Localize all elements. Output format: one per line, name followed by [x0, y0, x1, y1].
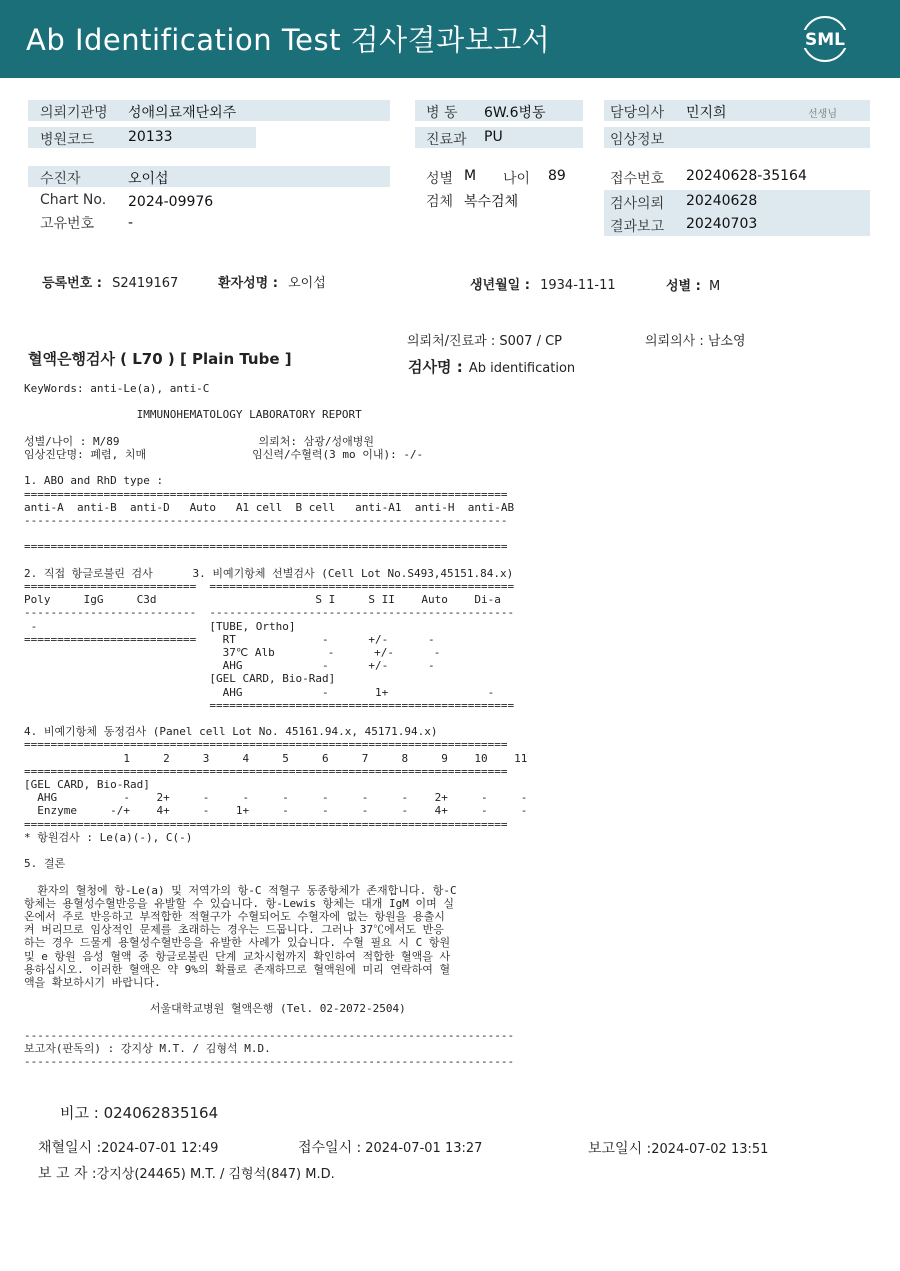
report-line: AHG - 1+ -: [24, 685, 495, 699]
patient-row-bg: [28, 166, 390, 187]
report-line: 서울대학교병원 혈액은행 (Tel. 02-2072-2504): [24, 1002, 406, 1016]
report-line: --------------------------------------------------------------------------: [24, 1028, 515, 1042]
report-line: -------------------------------------------------------------------------: [24, 514, 508, 527]
report-line: ==============================================: [24, 698, 515, 712]
sex-value: M: [464, 168, 477, 184]
report-line: ========================== RT - +/- -: [24, 632, 435, 646]
note-value: 024062835164: [103, 1104, 219, 1122]
report-line: Poly IgG C3d S I S II Auto Di-a: [24, 593, 501, 607]
age-value: 89: [548, 168, 566, 184]
logo-text: SML: [805, 30, 845, 50]
doctor-suffix: 선생님: [808, 109, 837, 120]
uid-value: -: [128, 215, 134, 231]
requesting-doctor: 의뢰의사 : 남소영: [645, 334, 746, 349]
age-label: 나이: [503, 171, 531, 187]
birth-date-label: 생년월일 :: [470, 278, 530, 293]
report-line: 1 2 3 4 5 6 7 8 9 10 11: [24, 751, 528, 765]
report-line: KeyWords: anti-Le(a), anti-C: [24, 382, 210, 395]
patient-name-value: 오이섭: [288, 276, 326, 291]
ward-label: 병 동: [426, 105, 458, 121]
patient-label: 수진자: [40, 171, 81, 187]
report-line: 환자의 혈청에 항-Le(a) 및 저역가의 항-C 적혈구 동종항체가 존재합니다. 항-C: [24, 883, 457, 897]
report-line: 항체는 용혈성수혈반응을 유발할 수 있습니다. 항-Lewis 항체는 대개 IgM 이며 실: [24, 896, 454, 910]
draw-value: 2024-07-01 12:49: [101, 1141, 219, 1156]
report-header: [0, 0, 900, 78]
dept-label: 진료과: [426, 132, 467, 148]
report-line: IMMUNOHEMATOLOGY LABORATORY REPORT: [24, 408, 362, 422]
receive-value: 2024-07-01 13:27: [365, 1141, 483, 1156]
patient-name-label: 환자성명 :: [218, 276, 278, 291]
specimen-value: 복수검체: [464, 194, 519, 210]
birth-date-value: 1934-11-11: [540, 278, 616, 293]
report-line: =========================================================================: [24, 764, 508, 778]
chart-label: Chart No.: [40, 192, 107, 208]
doctor-value: 민지희: [686, 105, 727, 121]
sml-logo: [798, 14, 852, 64]
reporter-label: 보 고 자 :: [38, 1166, 97, 1182]
birth-date: [470, 274, 616, 293]
ward-value: 6W.6병동: [484, 105, 546, 121]
receipt-value: 20240628-35164: [686, 168, 807, 184]
report-line: 용하십시오. 이러한 혈액은 약 9%의 확률로 존재하므로 혈액원에 미리 연락하여 혈: [24, 962, 451, 976]
exam-name-value: Ab identification: [468, 361, 576, 376]
reg-sex-label: 성별 :: [666, 279, 701, 294]
report-line: 보고자(판독의) : 강지상 M.T. / 김형석 M.D.: [24, 1042, 271, 1055]
report-line: 임상진단명: 폐렴, 치매 임신력/수혈력(3 mo 이내): -/-: [24, 448, 424, 461]
report-line: 및 e 항원 음성 혈액 중 항글로불린 단계 교차시험까지 확인하여 적합한 혈액을 사: [24, 949, 451, 963]
clinical-label: 임상정보: [610, 132, 665, 148]
dept-value: PU: [484, 129, 503, 145]
reg-sex: [666, 275, 720, 294]
report-title: Ab Identification Test 검사결과보고서: [26, 23, 551, 57]
report-line: anti-A anti-B anti-D Auto A1 cell B cell anti-A1 anti-H anti-AB: [24, 500, 515, 514]
report-line: 2. 직접 항글로불린 검사 3. 비예기항체 선별검사 (Cell Lot No.S493,45151.84.x): [24, 566, 514, 580]
note-label: 비고 :: [60, 1104, 99, 1122]
report-line: - [TUBE, Ortho]: [24, 619, 296, 633]
sex-label: 성별: [426, 171, 454, 187]
draw-datetime: [38, 1137, 218, 1157]
report-line: [GEL CARD, Bio-Rad]: [24, 778, 150, 791]
report-line: AHG - +/- -: [24, 659, 435, 673]
report-line: --------------------------------------------------------------------------: [24, 1055, 515, 1069]
request-value: 20240628: [686, 193, 758, 209]
report-line: =========================================================================: [24, 540, 508, 554]
report-line: =========================================================================: [24, 817, 508, 831]
institution-label: 의뢰기관명: [40, 105, 108, 121]
report-line: 1. ABO and RhD type :: [24, 474, 164, 488]
patient-name: [218, 272, 326, 291]
institution-value: 성애의료재단외주: [128, 105, 237, 121]
receipt-label: 접수번호: [610, 171, 665, 187]
report-line: [GEL CARD, Bio-Rad]: [24, 672, 336, 686]
hospital-code-value: 20133: [128, 129, 173, 145]
request-label: 검사의뢰: [610, 196, 665, 212]
chart-value: 2024-09976: [128, 194, 214, 210]
report-line: 성별/나이 : M/89 의뢰처: 삼광/성애병원: [24, 434, 375, 448]
hospital-code-label: 병원코드: [40, 132, 95, 148]
report-line: Enzyme -/+ 4+ - 1+ - - - - 4+ - -: [24, 804, 528, 818]
draw-label: 채혈일시 :: [38, 1140, 102, 1156]
exam-title: 혈액은행검사 ( L70 ) [ Plain Tube ]: [28, 350, 292, 368]
report-datetime-label: 보고일시 :: [588, 1141, 652, 1157]
reporter-value: 강지상(24465) M.T. / 김형석(847) M.D.: [96, 1167, 335, 1182]
report-line: =========================================================================: [24, 487, 508, 501]
specimen-label: 검체: [426, 194, 454, 210]
receive-datetime: [298, 1137, 482, 1157]
report-label: 결과보고: [610, 219, 665, 235]
report-line: 온에서 주로 반응하고 부적합한 적혈구가 수혈되어도 수혈자에 없는 항원을 용출시: [24, 910, 445, 923]
receive-label: 접수일시 :: [298, 1140, 362, 1156]
report-value: 20240703: [686, 216, 758, 232]
report-line: -------------------------- ----------------------------------------------: [24, 606, 515, 620]
report-line: * 항원검사 : Le(a)(-), C(-): [24, 830, 193, 844]
reg-number-value: S2419167: [112, 276, 179, 291]
report-line: ========================== ==============================================: [24, 580, 515, 593]
reporter: [38, 1163, 335, 1183]
patient-value: 오이섭: [128, 171, 169, 187]
report-datetime-value: 2024-07-02 13:51: [651, 1142, 769, 1157]
report-line: 액을 확보하시기 바랍니다.: [24, 976, 161, 989]
report-line: AHG - 2+ - - - - - - 2+ - -: [24, 791, 528, 805]
requester: 의뢰처/진료과 : S007 / CP: [407, 334, 562, 349]
report-line: 37℃ Alb - +/- -: [24, 646, 441, 659]
report-datetime: [588, 1138, 768, 1158]
doctor-label: 담당의사: [610, 105, 665, 121]
report-line: 하는 경우 드물게 용혈성수혈반응을 유발한 사례가 있습니다. 수혈 필요 시 C 항원: [24, 936, 451, 950]
uid-label: 고유번호: [40, 216, 95, 232]
exam-name-label: 검사명 :: [408, 358, 463, 376]
report-line: =========================================================================: [24, 738, 508, 752]
reg-sex-value: M: [708, 279, 721, 294]
report-line: 5. 결론: [24, 857, 66, 871]
exam-name: [408, 356, 575, 377]
report-line: 4. 비예기항체 동정검사 (Panel cell Lot No. 45161.94.x, 45171.94.x): [24, 725, 438, 739]
reg-number: [42, 272, 178, 291]
report-line: 켜 버리므로 임상적인 문제를 초래하는 경우는 드뭅니다. 그러나 37℃에서도 반응: [24, 923, 444, 937]
note: [60, 1102, 218, 1123]
reg-number-label: 등록번호 :: [42, 276, 102, 291]
